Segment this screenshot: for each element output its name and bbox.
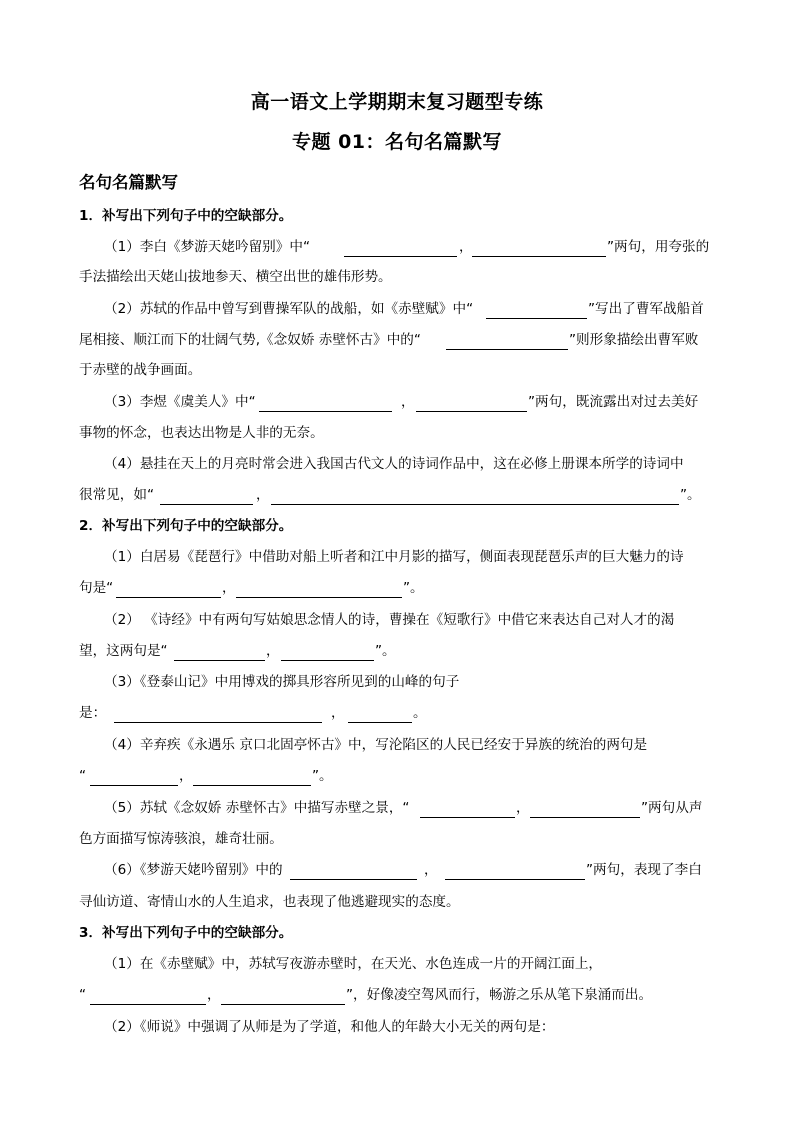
question-text: ， [256,487,270,503]
section-heading: 名句名篇默写 [79,173,178,192]
question-text: （3）《登泰山记》中用博戏的掷具形容所见到的山峰的句子 [104,674,460,690]
question-text: ”则形象描绘出曹军败 [569,332,699,348]
answer-blank[interactable] [445,879,585,880]
answer-blank[interactable] [416,411,527,412]
question-text: ， [179,768,193,784]
answer-blank[interactable] [174,660,265,661]
question-text: （3）李煜《虞美人》中“ [104,394,256,410]
answer-blank[interactable] [472,256,606,257]
question-text: （1）白居易《琵琶行》中借助对船上听者和江中月影的描写，侧面表现琵琶乐声的巨大魅力的诗 [104,549,684,565]
answer-blank[interactable] [344,256,457,257]
question-text: （6）《梦游天姥吟留别》中的 [104,862,283,878]
question-text: 事物的怀念，也表达出物是人非的无奈。 [79,425,324,441]
question-text: ”。 [375,643,396,659]
question-text: 望，这两句是“ [79,643,168,659]
question-text: ， [459,239,473,255]
question-text: （4）辛弃疾《永遇乐 京口北固亭怀古》中，写沦陷区的人民已经安于异族的统治的两句是 [104,737,648,753]
question-text: ”。 [403,580,424,596]
question-text: ， [266,643,280,659]
question-text: ， [401,394,415,410]
answer-blank[interactable] [259,411,392,412]
question-text: 尾相接、顺江而下的壮阔气势,《念奴娇 赤壁怀古》中的“ [79,332,421,348]
answer-blank[interactable] [530,817,640,818]
question-text: 寻仙访道、寄情山水的人生追求，也表现了他逃避现实的态度。 [79,894,460,910]
question-text: （5）苏轼《念奴娇 赤壁怀古》中描写赤壁之景，“ [104,800,410,816]
question-stem: 1．补写出下列句子中的空缺部分。 [79,208,293,224]
question-text: 于赤壁的战争画面。 [79,362,202,378]
answer-blank[interactable] [90,785,178,786]
answer-blank[interactable] [90,1004,206,1005]
document-title: 高一语文上学期期末复习题型专练 [250,91,544,113]
question-text: 很常见，如“ [79,487,155,503]
answer-blank[interactable] [486,318,587,319]
answer-blank[interactable] [193,785,311,786]
question-text: （2）《师说》中强调了从师是为了学道，和他人的年龄大小无关的两句是： [104,1019,555,1035]
question-text: ”。 [312,768,333,784]
question-text: 句是“ [79,580,114,596]
question-text: “ [79,987,87,1003]
question-text: ”。 [680,487,701,503]
document-subtitle: 专题 01：名句名篇默写 [291,131,503,153]
question-text: ， [424,862,438,878]
question-text: （2） 《诗经》中有两句写姑娘思念情人的诗，曹操在《短歌行》中借它来表达自己对人才的渴 [104,612,675,628]
question-text: ”两句从声 [641,800,703,816]
answer-blank[interactable] [114,722,322,723]
question-text: ”两句，用夸张的 [607,239,710,255]
question-text: （4）悬挂在天上的月亮时常会进入我国古代文人的诗词作品中，这在必修上册课本所学的诗词中 [104,456,684,472]
answer-blank[interactable] [160,504,253,505]
question-text: ”两句，表现了李白 [586,862,702,878]
question-text: （1）李白《梦游天姥吟留别》中“ [104,239,311,255]
answer-blank[interactable] [420,817,515,818]
question-text: 。 [413,705,427,721]
answer-blank[interactable] [281,660,374,661]
question-text: ， [207,987,221,1003]
question-text: ”写出了曹军战船首 [588,301,704,317]
answer-blank[interactable] [271,504,679,505]
question-text: ”两句，既流露出对过去美好 [528,394,699,410]
question-text: “ [79,768,87,784]
question-text: ， [331,705,345,721]
answer-blank[interactable] [290,879,417,880]
question-text: （2）苏轼的作品中曾写到曹操军队的战船，如《赤壁赋》中“ [104,301,474,317]
question-text: 色方面描写惊涛骇浪，雄奇壮丽。 [79,831,283,847]
question-text: ”，好像凌空驾风而行，畅游之乐从笔下泉涌而出。 [346,987,653,1003]
answer-blank[interactable] [236,597,402,598]
question-stem: 2．补写出下列句子中的空缺部分。 [79,518,293,534]
answer-blank[interactable] [221,1004,345,1005]
question-text: （1）在《赤壁赋》中，苏轼写夜游赤壁时，在天光、水色连成一片的开阔江面上， [104,956,603,972]
answer-blank[interactable] [348,722,412,723]
question-stem: 3．补写出下列句子中的空缺部分。 [79,925,293,941]
question-text: ， [222,580,236,596]
question-text: 是： [79,705,107,721]
question-text: ， [516,800,530,816]
answer-blank[interactable] [116,597,221,598]
answer-blank[interactable] [446,349,568,350]
question-text: 手法描绘出天姥山拔地参天、横空出世的雄伟形势。 [79,269,392,285]
